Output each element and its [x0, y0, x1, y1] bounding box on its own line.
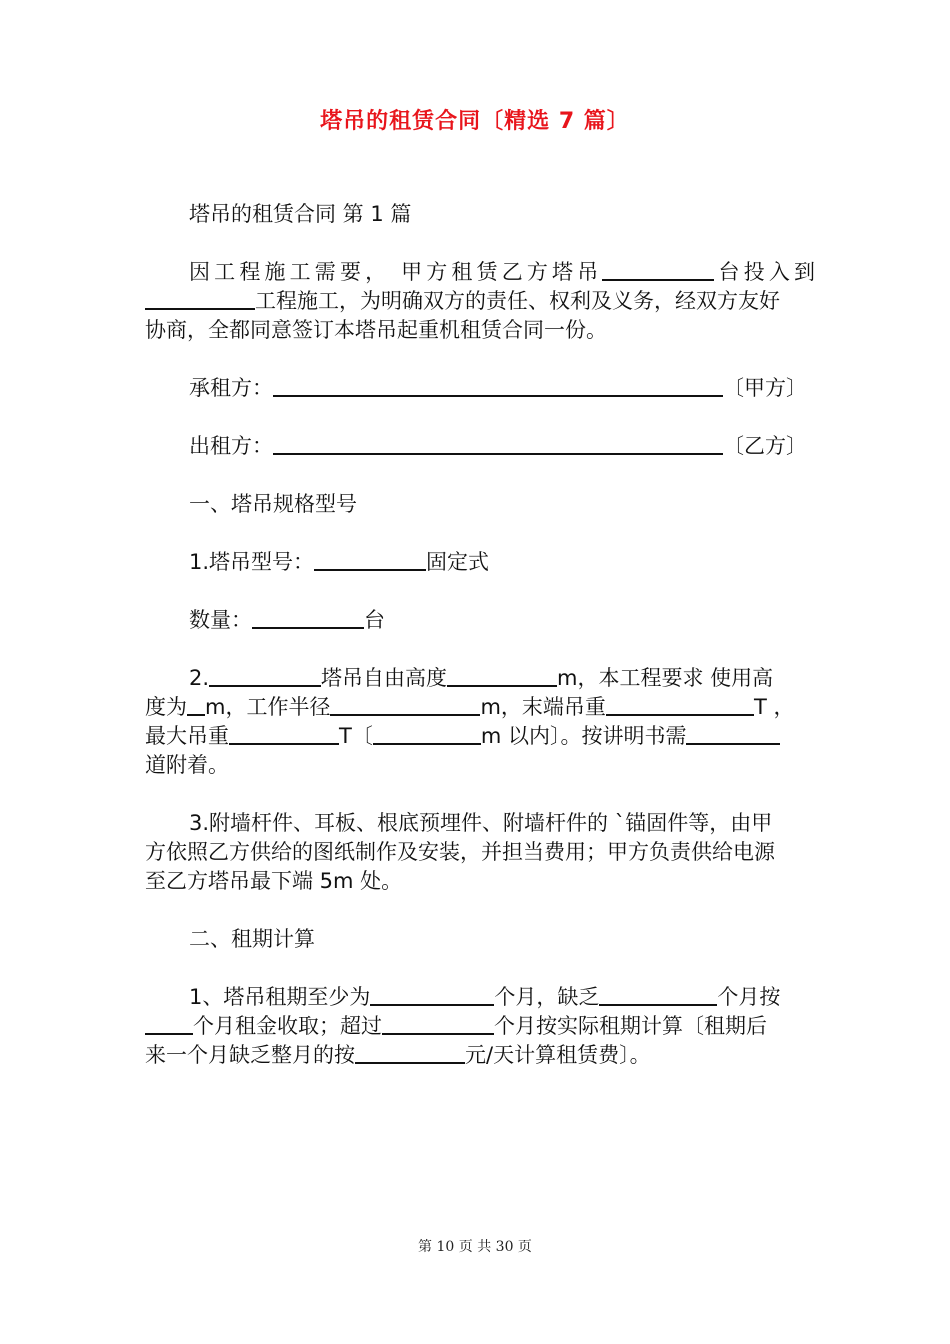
blank-line [252, 607, 364, 629]
spec-line-4: 道附着。 [145, 753, 229, 777]
spec-text: T〔 [339, 724, 373, 748]
blank-line [606, 694, 754, 716]
quantity-suffix: 台 [364, 608, 385, 632]
term-text: 个月按 [717, 985, 781, 1009]
intro-line-2 [145, 287, 815, 316]
spec-text: m，末端吊重 [480, 695, 606, 719]
lessor-line [145, 432, 815, 461]
intro-text: 工程施工，为明确双方的责任、权利及义务，经双方友好 [255, 289, 780, 313]
spec-line-3 [145, 722, 815, 751]
wall-line-2: 方依照乙方供给的图纸制作及安装，并担当费用；甲方负责供给电源 [145, 840, 775, 864]
term-line-1 [145, 983, 815, 1012]
wall-line-3: 至乙方塔吊最下端 5m 处。 [145, 869, 403, 893]
blank-line [187, 694, 205, 716]
model-label: 1.塔吊型号： [189, 550, 315, 574]
term-text: 1、塔吊租期至少为 [189, 985, 371, 1009]
quantity-line [145, 606, 815, 635]
blank-line [355, 1042, 465, 1064]
intro-line-1 [145, 258, 815, 287]
intro-line-3: 协商，全都同意签订本塔吊起重机租赁合同一份。 [145, 318, 607, 342]
lessor-label: 出租方： [189, 434, 273, 458]
quantity-label: 数量： [189, 608, 252, 632]
blank-line [209, 665, 321, 687]
spec-text: 塔吊自由高度 [321, 666, 448, 690]
blank-line [145, 1013, 193, 1035]
spec-text: 2. [189, 666, 210, 690]
page-footer: 第 10 页 共 30 页 [418, 1239, 532, 1255]
lessee-suffix: 〔甲方〕 [723, 376, 807, 400]
spec-text: T ， [753, 695, 795, 719]
term-text: 来一个月缺乏整月的按 [145, 1043, 355, 1067]
model-suffix: 固定式 [426, 550, 490, 574]
term-text: 元/天计算租赁费〕。 [465, 1043, 651, 1067]
blank-line [273, 375, 723, 397]
spec-text: 最大吊重 [145, 724, 229, 748]
blank-line [145, 288, 255, 310]
blank-line [599, 984, 717, 1006]
section-heading: 塔吊的租赁合同 第 1 篇 [189, 202, 412, 226]
model-line [145, 548, 815, 577]
term-line-2 [145, 1012, 815, 1041]
intro-text: 台投入到 [714, 260, 815, 284]
blank-line [273, 433, 723, 455]
lessor-suffix: 〔乙方〕 [723, 434, 807, 458]
term-line-3 [145, 1041, 815, 1070]
term-text: 个月按实际租期计算〔租期后 [494, 1014, 767, 1038]
spec-text: m 以内〕。按讲明书需 [480, 724, 687, 748]
blank-line [447, 665, 557, 687]
blank-line [314, 549, 426, 571]
heading-spec: 一、塔吊规格型号 [189, 492, 357, 516]
document-title: 塔吊的租赁合同〔精选 7 篇〕 [320, 109, 630, 134]
blank-line [686, 723, 780, 745]
heading-term: 二、租期计算 [189, 927, 315, 951]
spec-text: 度为 [145, 695, 187, 719]
blank-line [370, 984, 494, 1006]
term-text: 个月，缺乏 [494, 985, 600, 1009]
blank-line [373, 723, 481, 745]
spec-text: m，工作半径 [205, 695, 331, 719]
blank-line [229, 723, 339, 745]
wall-line-1: 3.附墙杆件、耳板、根底预埋件、附墙杆件的 `锚固件等，由甲 [189, 811, 773, 835]
lessee-line [145, 374, 815, 403]
blank-line [382, 1013, 494, 1035]
lessee-label: 承租方： [189, 376, 273, 400]
term-text: 个月租金收取；超过 [193, 1014, 382, 1038]
blank-line [602, 259, 714, 281]
spec-line-1 [145, 664, 815, 693]
spec-line-2 [145, 693, 815, 722]
intro-text: 因工程施工需要， 甲方租赁乙方塔吊 [189, 260, 603, 284]
blank-line [330, 694, 480, 716]
spec-text: m，本工程要求 使用高 [557, 666, 774, 690]
